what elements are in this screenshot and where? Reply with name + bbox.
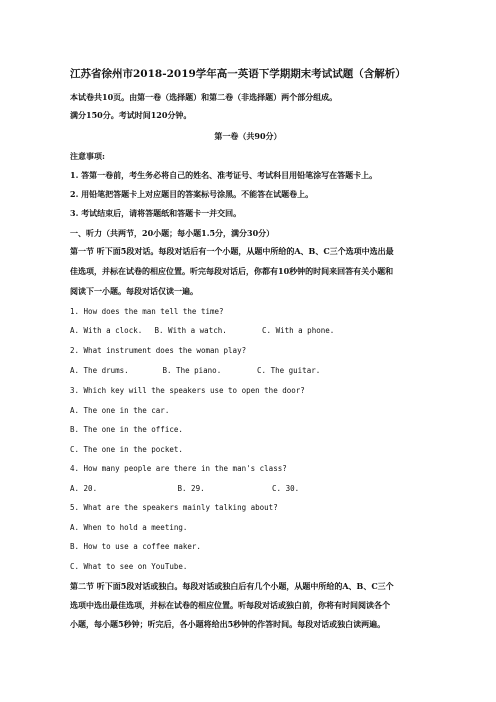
notes-item-1: 1. 答第一卷前，考生务必将自己的姓名、准考证号、考试科目用铅笔涂写在答题卡上。	[70, 170, 378, 180]
question-1: 1. How does the man tell the time?	[70, 307, 224, 316]
question-1-options	[70, 325, 432, 337]
part1-line-1: 第一节 听下面5段对话。每段对话后有一个小题，从题中所给的A、B、C三个选项中选出最	[70, 246, 394, 256]
question-2-option-c: C. The guitar.	[257, 366, 321, 375]
part1-line-3: 阅读下一小题。每段对话仅读一遍。	[70, 286, 198, 296]
section-heading: 一、听力（共两节，20小题；每小题1.5分，满分30分）	[70, 228, 275, 238]
question-5-option-b: B. How to use a coffee maker.	[70, 542, 201, 551]
question-3-option-b: B. The one in the office.	[70, 425, 183, 434]
notes-heading: 注意事项:	[70, 151, 105, 161]
question-2: 2. What instrument does the woman play?	[70, 346, 247, 355]
notes-item-2: 2. 用铅笔把答题卡上对应题目的答案标号涂黑。不能答在试题卷上。	[70, 189, 314, 199]
question-5-option-a: A. When to hold a meeting.	[70, 523, 188, 532]
part1-line-2: 佳选项，并标在试卷的相应位置。听完每段对话后，你都有10秒钟的时间来回答有关小题和	[70, 266, 394, 276]
question-1-option-b: B. With a watch.	[154, 326, 227, 335]
question-2-options	[70, 365, 432, 377]
question-3-option-c: C. The one in the pocket.	[70, 445, 183, 454]
question-4-option-c: C. 30.	[272, 484, 300, 493]
part2-line-3: 小题，每小题5秒钟；听完后，各小题将给出5秒钟的作答时间。每段对话或独白读两遍。	[70, 619, 386, 629]
question-2-option-a: A. The drums.	[70, 366, 129, 375]
question-4-option-a: A. 20.	[70, 484, 98, 493]
notes-item-3: 3. 考试结束后，请将答题纸和答题卡一并交回。	[70, 208, 242, 218]
part2-line-2: 选项中选出最佳选项，并标在试卷的相应位置。听每段对话或独白前，你将有时间阅读各个	[70, 600, 390, 610]
question-4-option-b: B. 29.	[177, 484, 205, 493]
document-title: 江苏省徐州市2018-2019学年高一英语下学期期末考试试题（含解析）	[70, 68, 406, 80]
intro-line-2: 满分150分。考试时间120分钟。	[70, 110, 192, 120]
intro-line-1: 本试卷共10页。由第一卷（选择题）和第二卷（非选择题）两个部分组成。	[70, 92, 338, 102]
question-2-option-b: B. The piano.	[162, 366, 222, 375]
question-4: 4. How many people are there in the man's class?	[70, 464, 287, 473]
question-5-option-c: C. What to see on YouTube.	[70, 562, 188, 571]
question-3-option-a: A. The one in the car.	[70, 406, 170, 415]
question-1-option-c: C. With a phone.	[262, 326, 335, 335]
part2-line-1: 第二节 听下面5段对话或独白。每段对话或独白后有几个小题，从题中所给的A、B、C三个	[70, 581, 394, 591]
volume-heading: 第一卷（共90分）	[214, 131, 282, 141]
question-1-option-a: A. With a clock.	[70, 326, 143, 335]
question-5: 5. What are the speakers mainly talking about?	[70, 503, 278, 512]
question-4-options	[70, 483, 432, 495]
question-3: 3. Which key will the speakers use to open the door?	[70, 386, 305, 395]
